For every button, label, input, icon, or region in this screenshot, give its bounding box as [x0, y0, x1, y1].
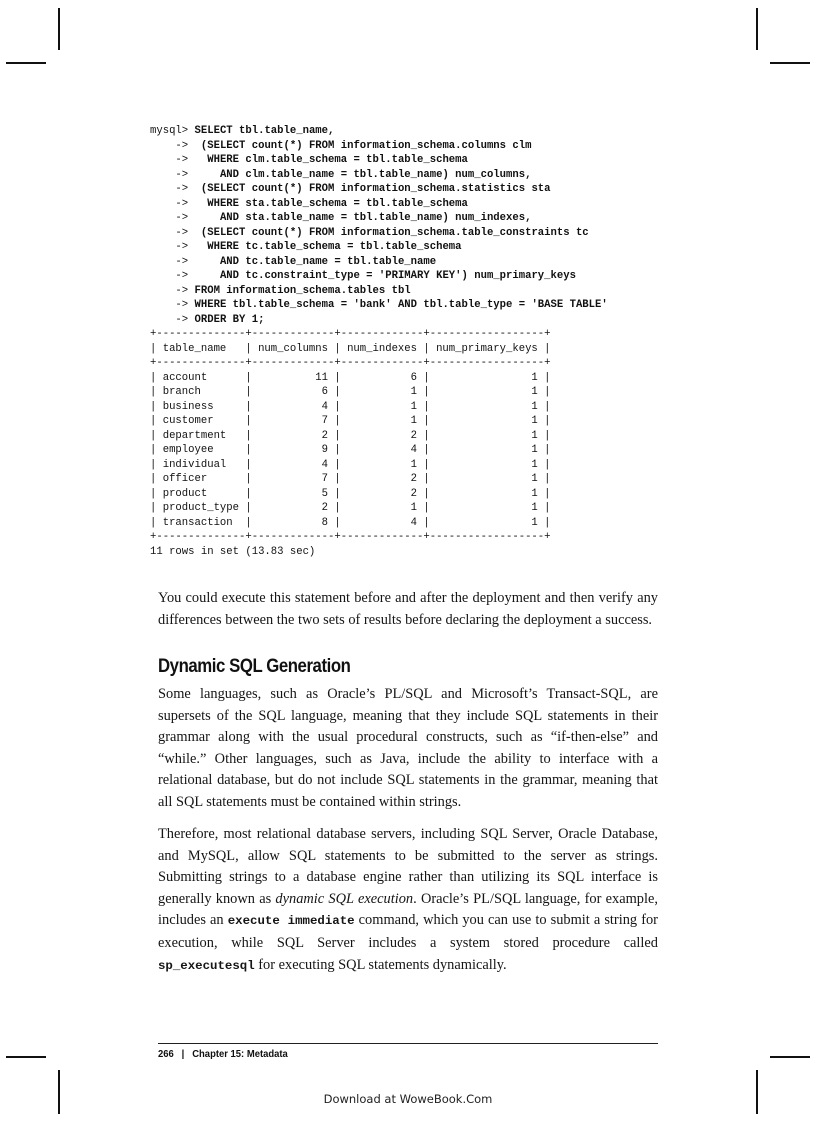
prompt: ->: [150, 299, 195, 311]
section-heading: Dynamic SQL Generation: [158, 655, 351, 677]
prompt: ->: [150, 241, 195, 253]
table-row: | employee | 9 | 4 | 1 |: [150, 444, 551, 456]
text-run: Therefore, most relational database servers, including SQL Server, Oracle Database, and MySQL, allow SQL statements to be submitted to the server as strings. Submitting strings to a database engine rather than utilizing its SQL interface is generally known as: [158, 826, 658, 907]
crop-mark: [770, 1056, 810, 1058]
inline-code: execute immediate: [227, 914, 355, 929]
query-text: WHERE clm.table_schema = tbl.table_schema: [194, 154, 468, 166]
table-border: +--------------+-------------+-------------+------------------+: [150, 357, 551, 369]
prompt: ->: [150, 313, 195, 326]
table-row: | individual | 4 | 1 | 1 |: [150, 458, 551, 471]
prompt: mysql>: [150, 125, 195, 137]
code-line: [150, 124, 690, 139]
table-row: | department | 2 | 2 | 1 |: [150, 429, 551, 442]
code-line: [150, 298, 690, 313]
table-header: | table_name | num_columns | num_indexes | num_primary_keys |: [150, 342, 551, 355]
query-text: WHERE tbl.table_schema = 'bank' AND tbl.table_type = 'BASE TABLE': [194, 299, 608, 311]
crop-mark: [6, 62, 46, 64]
prompt: ->: [150, 212, 195, 224]
prompt: ->: [150, 255, 195, 268]
query-text: (SELECT count(*) FROM information_schema.table_constraints tc: [194, 226, 589, 239]
code-line: [150, 255, 690, 270]
query-text: AND clm.table_name = tbl.table_name) num_columns,: [194, 168, 532, 181]
code-line: [150, 269, 690, 284]
code-line: [150, 284, 690, 299]
query-text: FROM information_schema.tables tbl: [194, 284, 411, 297]
text-run: for executing SQL statements dynamically.: [254, 956, 507, 973]
query-text: (SELECT count(*) FROM information_schema.columns clm: [194, 139, 532, 152]
query-text: SELECT tbl.table_name,: [194, 125, 335, 137]
table-border: +--------------+-------------+-------------+------------------+: [150, 328, 551, 340]
paragraph-dynamic-sql: [158, 824, 658, 977]
code-line: [150, 211, 690, 226]
inline-code: sp_executesql: [158, 958, 255, 973]
table-row: | transaction | 8 | 4 | 1 |: [150, 516, 551, 529]
paragraph-languages: Some languages, such as Oracle’s PL/SQL and Microsoft’s Transact-SQL, are supersets of the SQL language, meaning that they include SQL statements in their grammar along with the usual procedural constructs, such as “if-then-else” and “while.” Other languages, such as Java, include the ability to interface with a relational database, but do not include SQL statements in the grammar, meaning that all SQL statements must be contained within strings.: [158, 686, 658, 810]
query-text: (SELECT count(*) FROM information_schema.statistics sta: [194, 183, 551, 195]
page-number: 266: [158, 1048, 174, 1060]
crop-mark: [756, 8, 758, 50]
query-text: AND tc.table_name = tbl.table_name: [194, 255, 437, 268]
query-text: ORDER BY 1;: [194, 313, 265, 326]
page-footer: [158, 1048, 288, 1060]
prompt: ->: [150, 226, 195, 239]
query-text: WHERE tc.table_schema = tbl.table_schema: [194, 241, 462, 253]
query-text: AND tc.constraint_type = 'PRIMARY KEY') num_primary_keys: [194, 270, 576, 282]
prompt: ->: [150, 197, 195, 210]
prompt: ->: [150, 183, 195, 195]
code-line: [150, 139, 690, 154]
text-run: . Oracle’s PL/SQL language, for example, includes an: [158, 890, 658, 929]
footer-separator: |: [181, 1048, 185, 1060]
code-line: [150, 313, 690, 328]
table-row: | product | 5 | 2 | 1 |: [150, 487, 551, 500]
prompt: ->: [150, 270, 195, 282]
code-line: [150, 182, 690, 197]
crop-mark: [58, 8, 60, 50]
prompt: ->: [150, 154, 195, 166]
watermark: Download at WoweBook.Com: [323, 1092, 493, 1106]
prompt: ->: [150, 168, 195, 181]
table-row: | product_type | 2 | 1 | 1 |: [150, 502, 551, 514]
code-line: [150, 240, 690, 255]
crop-mark: [770, 62, 810, 64]
table-row: | branch | 6 | 1 | 1 |: [150, 386, 551, 398]
table-row: | officer | 7 | 2 | 1 |: [150, 473, 551, 485]
sql-code-listing: [150, 124, 690, 559]
result-summary: 11 rows in set (13.83 sec): [150, 545, 316, 558]
table-border: +--------------+-------------+-------------+------------------+: [150, 531, 551, 543]
prompt: ->: [150, 139, 195, 152]
code-line: [150, 153, 690, 168]
table-row: | account | 11 | 6 | 1 |: [150, 371, 551, 384]
table-row: | business | 4 | 1 | 1 |: [150, 400, 551, 413]
emphasis-term: dynamic SQL execution: [275, 890, 414, 907]
chapter-title: Chapter 15: Metadata: [192, 1048, 288, 1060]
code-line: [150, 197, 690, 212]
paragraph-deployment: You could execute this statement before and after the deployment and then verify any differences between the two sets of results before declaring the deployment a success.: [158, 590, 658, 628]
table-row: | customer | 7 | 1 | 1 |: [150, 415, 551, 427]
query-text: AND sta.table_name = tbl.table_name) num_indexes,: [194, 212, 532, 224]
code-line: [150, 168, 690, 183]
text-run: command, which you can use to submit a string for execution, while SQL Server includes a system stored procedure called: [158, 912, 658, 951]
code-line: [150, 226, 690, 241]
query-text: WHERE sta.table_schema = tbl.table_schema: [194, 197, 468, 210]
crop-mark: [6, 1056, 46, 1058]
footer-rule: [158, 1043, 658, 1044]
prompt: ->: [150, 284, 195, 297]
